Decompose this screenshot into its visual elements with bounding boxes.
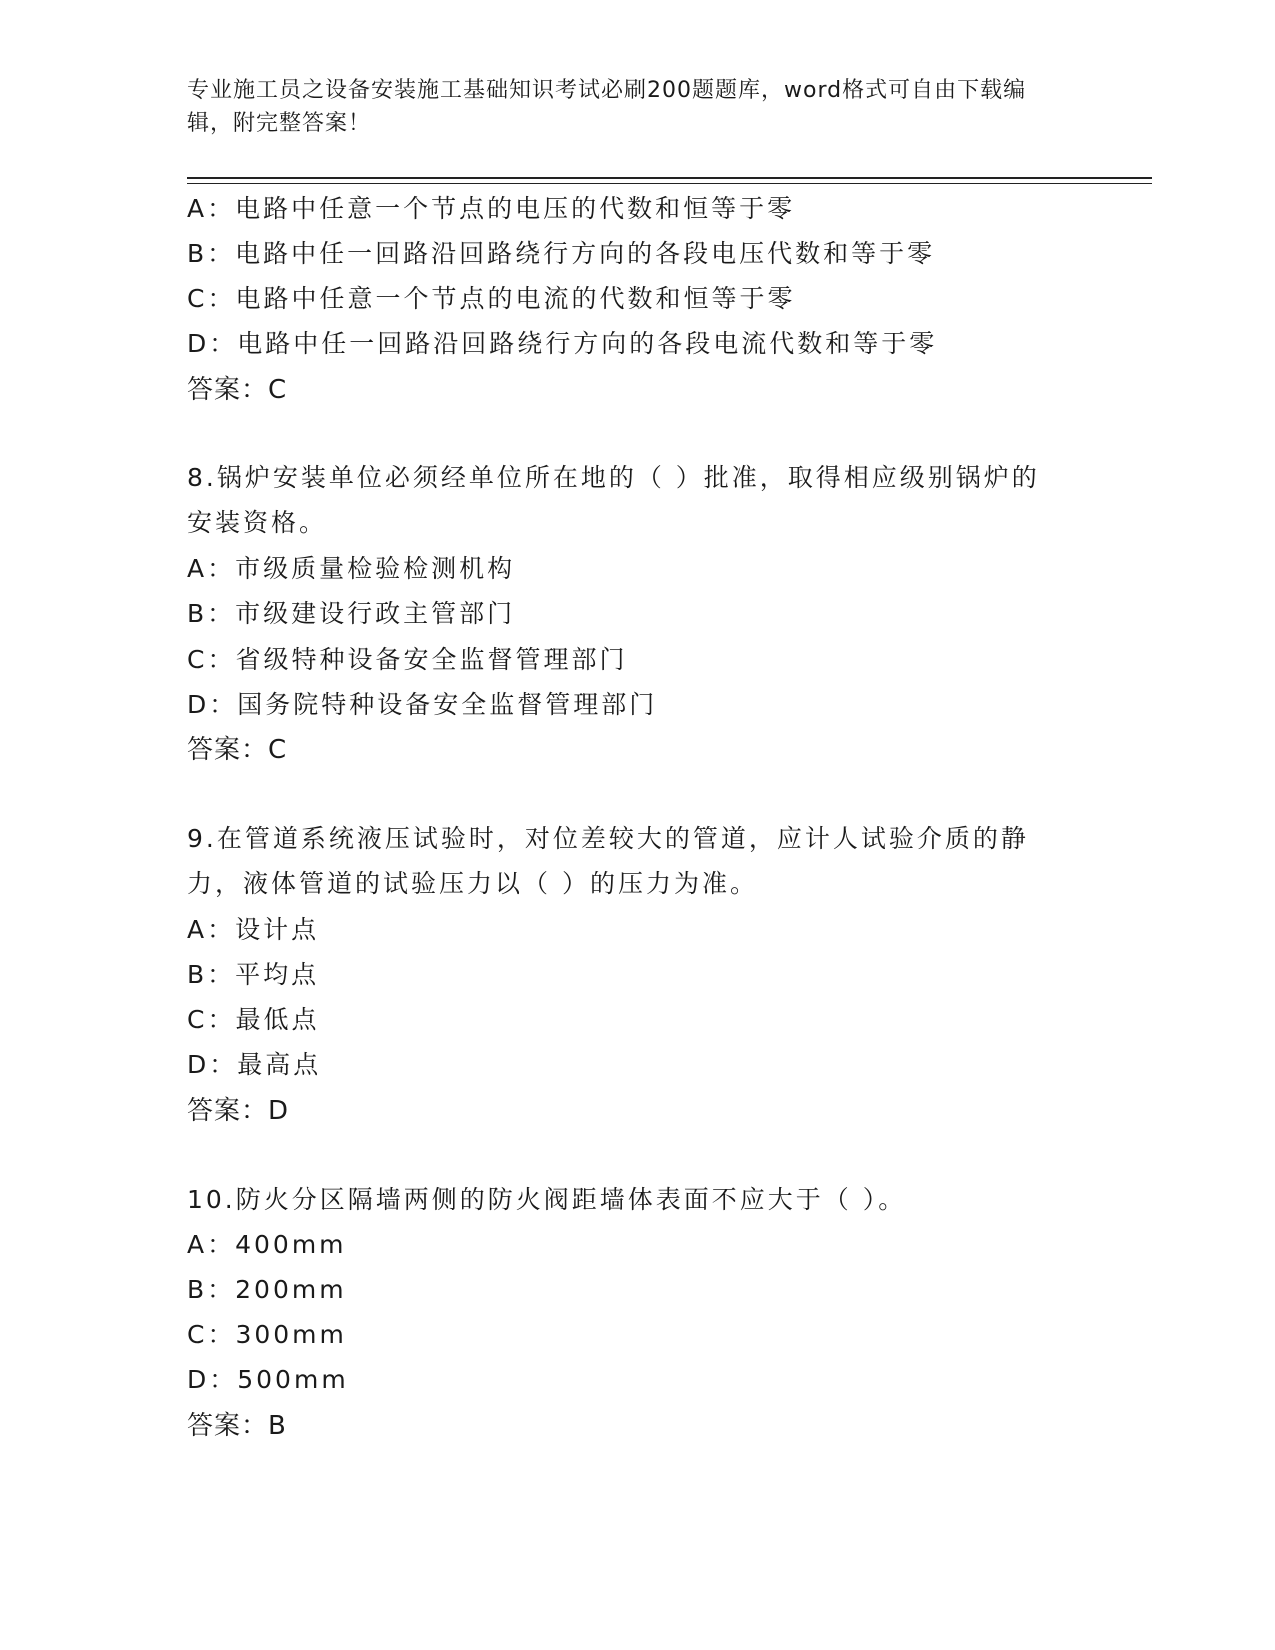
q7-option-a: A：电路中任意一个节点的电压的代数和恒等于零 [187, 194, 796, 223]
q10-option-c: C：300mm [187, 1320, 347, 1349]
q7-option-c: C：电路中任意一个节点的电流的代数和恒等于零 [187, 284, 796, 313]
q8-option-d: D：国务院特种设备安全监督管理部门 [187, 690, 658, 719]
q8-stem-line1: 8.锅炉安装单位必须经单位所在地的（ ）批准，取得相应级别锅炉的 [187, 463, 1040, 492]
q8-option-a: A：市级质量检验检测机构 [187, 554, 516, 583]
q10-option-d: D：500mm [187, 1365, 349, 1394]
q10-stem: 10.防火分区隔墙两侧的防火阀距墙体表面不应大于（ ）。 [187, 1185, 907, 1214]
q7-option-b: B：电路中任一回路沿回路绕行方向的各段电压代数和等于零 [187, 239, 936, 268]
q9-option-a: A：设计点 [187, 915, 320, 944]
q9-option-b: B：平均点 [187, 960, 320, 989]
q9-stem-line2: 力，液体管道的试验压力以（ ）的压力为准。 [187, 869, 758, 898]
q7-answer: 答案：C [187, 375, 288, 405]
header-rule-thin [187, 183, 1152, 184]
q8-answer: 答案：C [187, 735, 288, 765]
header-rule-thick [187, 177, 1152, 179]
q9-option-d: D：最高点 [187, 1050, 322, 1079]
q8-stem-line2: 安装资格。 [187, 508, 328, 537]
q8-option-b: B：市级建设行政主管部门 [187, 599, 516, 628]
q10-option-b: B：200mm [187, 1275, 347, 1304]
q9-option-c: C：最低点 [187, 1005, 320, 1034]
q9-stem-line1: 9.在管道系统液压试验时，对位差较大的管道，应计人试验介质的静 [187, 824, 1029, 853]
q7-option-d: D：电路中任一回路沿回路绕行方向的各段电流代数和等于零 [187, 329, 938, 358]
q10-option-a: A：400mm [187, 1230, 347, 1259]
q10-answer: 答案：B [187, 1411, 287, 1441]
q8-option-c: C：省级特种设备安全监督管理部门 [187, 645, 628, 674]
q9-answer: 答案：D [187, 1096, 290, 1126]
document-header: 专业施工员之设备安装施工基础知识考试必刷200题题库，word格式可自由下载编辑，附完整答案！ [187, 78, 1027, 136]
